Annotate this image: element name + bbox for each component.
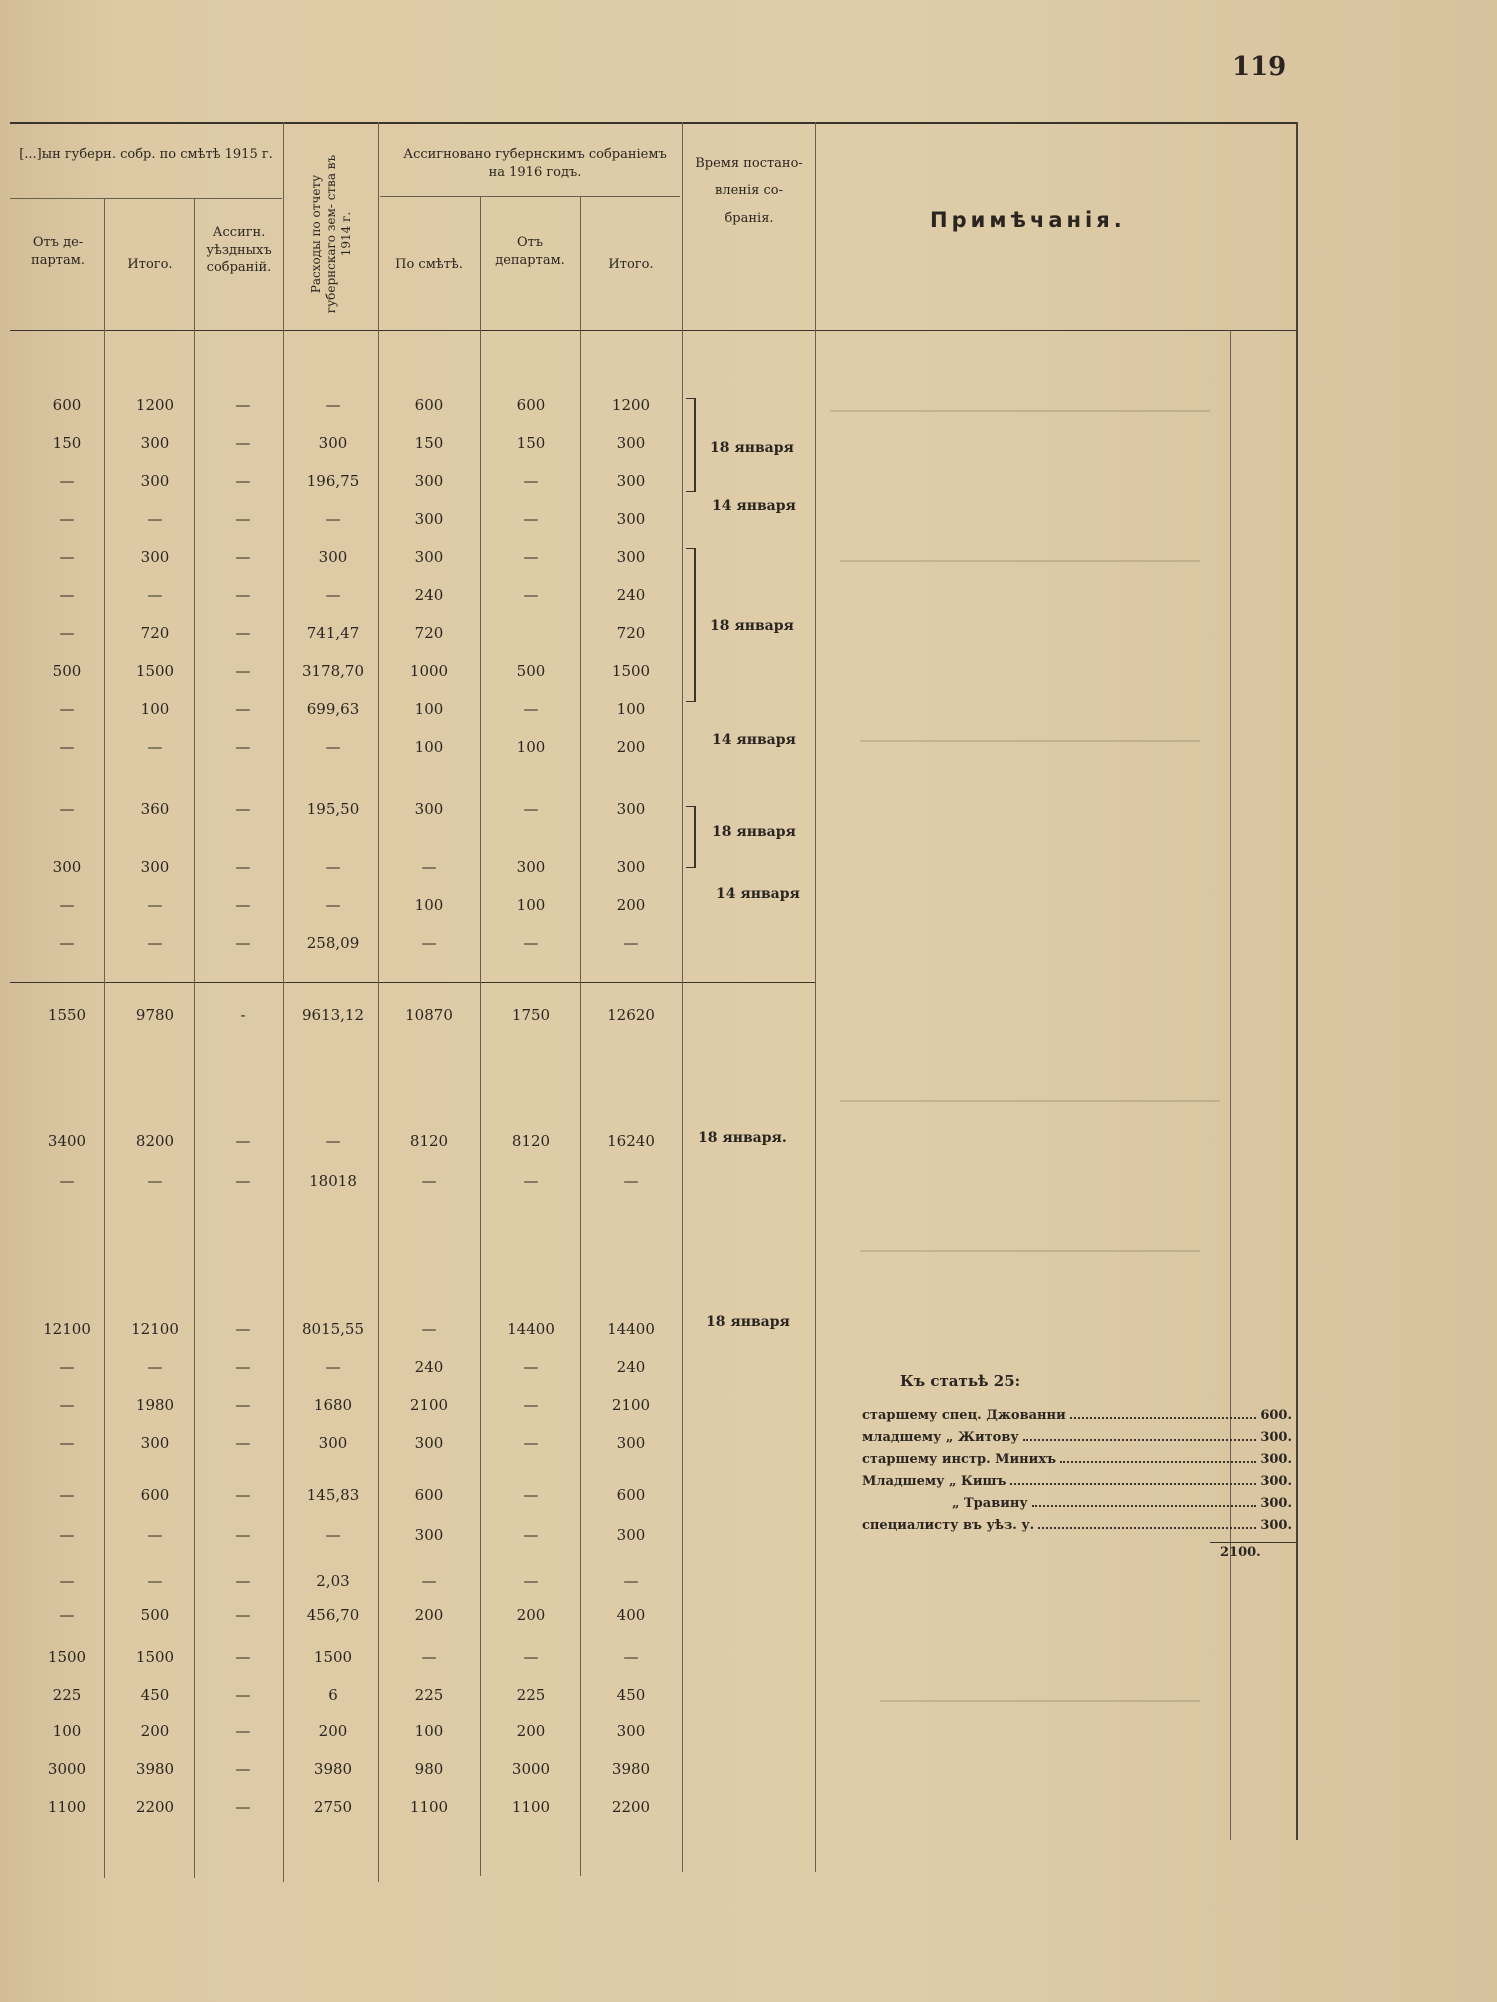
table-cell: — xyxy=(235,586,251,604)
table-cell: — xyxy=(59,738,75,756)
table-cell: 8120 xyxy=(409,1132,449,1150)
table-cell: 3000 xyxy=(47,1760,87,1778)
table-cell: 18018 xyxy=(309,1172,357,1190)
table-cell: — xyxy=(421,934,437,952)
table-cell: 100 xyxy=(414,896,444,914)
table-cell: 240 xyxy=(616,1358,646,1376)
table-cell: — xyxy=(235,896,251,914)
table-cell: 2100 xyxy=(611,1396,651,1414)
table-cell: 195,50 xyxy=(306,800,360,818)
table-cell: 300 xyxy=(140,548,170,566)
header-vremya: Время постано- вленія со- бранія. xyxy=(695,156,803,226)
table-cell: 12620 xyxy=(607,1006,655,1024)
date-label: 14 января xyxy=(712,498,796,514)
header-po-smete: По смѣтѣ. xyxy=(395,257,463,272)
table-cell: — xyxy=(235,1172,251,1190)
table-cell: — xyxy=(523,1486,539,1504)
table-cell: 300 xyxy=(616,1526,646,1544)
table-cell: 100 xyxy=(140,700,170,718)
table-cell: — xyxy=(523,472,539,490)
table-cell: 150 xyxy=(516,434,546,452)
section-rule xyxy=(10,982,815,983)
table-cell: — xyxy=(421,1172,437,1190)
table-cell: — xyxy=(235,738,251,756)
table-cell: 600 xyxy=(616,1486,646,1504)
page-number: 119 xyxy=(1232,52,1287,82)
table-cell: 300 xyxy=(318,548,348,566)
note-label: Младшему „ Кишъ xyxy=(862,1474,1007,1489)
table-cell: 200 xyxy=(516,1722,546,1740)
table-cell: 14400 xyxy=(507,1320,555,1338)
table-cell: 300 xyxy=(616,1434,646,1452)
note-value: 300. xyxy=(1260,1474,1292,1489)
table-cell: 100 xyxy=(414,738,444,756)
table-cell: — xyxy=(623,1648,639,1666)
table-cell: - xyxy=(240,1006,246,1024)
table-cell: — xyxy=(325,858,341,876)
table-cell: — xyxy=(235,548,251,566)
group2-underline xyxy=(380,196,680,197)
table-cell: 1550 xyxy=(47,1006,87,1024)
bleed-through xyxy=(860,1250,1200,1252)
table-cell: — xyxy=(325,396,341,414)
table-cell: — xyxy=(147,1572,163,1590)
table-cell: — xyxy=(59,624,75,642)
bleed-through xyxy=(840,1100,1220,1102)
table-cell: 720 xyxy=(140,624,170,642)
table-cell: 240 xyxy=(414,586,444,604)
table-cell: — xyxy=(623,1172,639,1190)
table-cell: 2200 xyxy=(135,1798,175,1816)
table-cell: 741,47 xyxy=(306,624,360,642)
table-cell: 200 xyxy=(414,1606,444,1624)
table-cell: — xyxy=(623,1572,639,1590)
table-cell: — xyxy=(59,472,75,490)
table-cell: — xyxy=(147,934,163,952)
table-cell: 1000 xyxy=(409,662,449,680)
table-cell: — xyxy=(147,1526,163,1544)
table-cell: — xyxy=(325,896,341,914)
table-cell: — xyxy=(59,1572,75,1590)
table-cell: 400 xyxy=(616,1606,646,1624)
table-cell: 14400 xyxy=(607,1320,655,1338)
table-cell: — xyxy=(235,1434,251,1452)
note-value: 300. xyxy=(1260,1430,1292,1445)
note-total-rule xyxy=(1210,1542,1296,1543)
table-cell: 500 xyxy=(52,662,82,680)
table-cell: 600 xyxy=(52,396,82,414)
table-cell: — xyxy=(523,1358,539,1376)
table-cell: — xyxy=(421,1648,437,1666)
date-label: 18 января. xyxy=(698,1130,787,1146)
table-cell: 300 xyxy=(318,434,348,452)
table-cell: 100 xyxy=(516,896,546,914)
table-cell: 200 xyxy=(616,896,646,914)
col-line-4 xyxy=(378,122,379,1882)
table-cell: 300 xyxy=(616,548,646,566)
table-cell: 1980 xyxy=(135,1396,175,1414)
table-cell: 3178,70 xyxy=(301,662,365,680)
table-cell: 300 xyxy=(414,510,444,528)
note-total: 2100. xyxy=(1220,1545,1261,1560)
table-cell: 300 xyxy=(52,858,82,876)
table-cell: 300 xyxy=(616,858,646,876)
table-cell: 300 xyxy=(140,1434,170,1452)
table-cell: 1500 xyxy=(313,1648,353,1666)
note-value: 300. xyxy=(1260,1452,1292,1467)
group1-underline xyxy=(10,198,282,199)
date-label: 18 января xyxy=(710,440,794,456)
table-cell: 300 xyxy=(616,434,646,452)
col-line-6 xyxy=(580,196,581,1876)
table-right-border xyxy=(1296,122,1298,1840)
table-cell: — xyxy=(235,800,251,818)
table-cell: 6 xyxy=(328,1686,338,1704)
table-cell: — xyxy=(235,434,251,452)
table-cell: — xyxy=(421,1572,437,1590)
brace xyxy=(686,806,696,868)
header-group2: Ассигновано губернскимъ собраніемъ на 1916 годъ. xyxy=(403,147,667,180)
table-cell: — xyxy=(147,1172,163,1190)
table-cell: — xyxy=(235,1572,251,1590)
table-cell: — xyxy=(59,1358,75,1376)
table-cell: 300 xyxy=(140,472,170,490)
table-cell: — xyxy=(59,1486,75,1504)
table-cell: 2100 xyxy=(409,1396,449,1414)
table-cell: 1500 xyxy=(135,662,175,680)
table-cell: 9613,12 xyxy=(301,1006,365,1024)
table-cell: 8200 xyxy=(135,1132,175,1150)
table-cell: — xyxy=(523,1434,539,1452)
table-cell: 1200 xyxy=(611,396,651,414)
table-cell: 150 xyxy=(414,434,444,452)
table-cell: 360 xyxy=(140,800,170,818)
table-cell: 2,03 xyxy=(316,1572,350,1590)
note-row xyxy=(862,1430,1292,1445)
table-cell: 10870 xyxy=(405,1006,453,1024)
table-cell: — xyxy=(59,1172,75,1190)
table-cell: — xyxy=(59,800,75,818)
note-value: 300. xyxy=(1260,1518,1292,1533)
header-ot-departam2: Отъ департам. xyxy=(495,235,565,268)
table-cell: — xyxy=(59,896,75,914)
table-cell: — xyxy=(523,1526,539,1544)
table-cell: 3980 xyxy=(611,1760,651,1778)
table-cell: 600 xyxy=(140,1486,170,1504)
table-cell: 300 xyxy=(616,1722,646,1740)
table-cell: 1200 xyxy=(135,396,175,414)
table-cell: — xyxy=(523,586,539,604)
table-cell: 196,75 xyxy=(306,472,360,490)
table-cell: — xyxy=(523,934,539,952)
table-cell: 200 xyxy=(318,1722,348,1740)
table-cell: 100 xyxy=(616,700,646,718)
table-cell: — xyxy=(59,934,75,952)
note-row xyxy=(862,1474,1292,1489)
table-cell: — xyxy=(623,934,639,952)
table-cell: — xyxy=(147,1358,163,1376)
table-cell: — xyxy=(325,586,341,604)
header-primechaniya: Примѣчанія. xyxy=(930,208,1126,232)
table-cell: 240 xyxy=(616,586,646,604)
note-label: старшему спец. Джованни xyxy=(862,1408,1066,1423)
table-cell: — xyxy=(59,510,75,528)
table-cell: — xyxy=(235,396,251,414)
table-cell: 1100 xyxy=(409,1798,449,1816)
table-cell: 150 xyxy=(52,434,82,452)
table-cell: — xyxy=(325,738,341,756)
table-cell: 1500 xyxy=(47,1648,87,1666)
table-cell: 100 xyxy=(414,1722,444,1740)
table-cell: — xyxy=(235,1358,251,1376)
date-label: 18 января xyxy=(710,618,794,634)
table-cell: 8015,55 xyxy=(301,1320,365,1338)
table-cell: 300 xyxy=(140,858,170,876)
table-cell: 3400 xyxy=(47,1132,87,1150)
table-cell: 300 xyxy=(414,548,444,566)
table-cell: — xyxy=(59,548,75,566)
brace xyxy=(686,548,696,702)
table-cell: — xyxy=(235,472,251,490)
table-cell: 600 xyxy=(516,396,546,414)
table-cell: 1500 xyxy=(135,1648,175,1666)
date-label: 18 января xyxy=(712,824,796,840)
table-cell: 720 xyxy=(616,624,646,642)
table-cell: 200 xyxy=(140,1722,170,1740)
table-cell: — xyxy=(147,738,163,756)
table-cell: — xyxy=(235,1722,251,1740)
table-cell: 100 xyxy=(52,1722,82,1740)
table-cell: — xyxy=(235,1486,251,1504)
table-cell: 300 xyxy=(616,800,646,818)
table-cell: — xyxy=(523,1648,539,1666)
table-top-rule xyxy=(10,122,1296,124)
table-cell: 300 xyxy=(414,1526,444,1544)
table-cell: 300 xyxy=(616,510,646,528)
table-cell: 225 xyxy=(52,1686,82,1704)
header-bottom-rule xyxy=(10,330,1296,331)
table-cell: 1100 xyxy=(47,1798,87,1816)
table-cell: 699,63 xyxy=(306,700,360,718)
col-line-7 xyxy=(682,122,683,1872)
table-cell: 1750 xyxy=(511,1006,551,1024)
table-cell: 3980 xyxy=(313,1760,353,1778)
table-cell: 1100 xyxy=(511,1798,551,1816)
table-cell: — xyxy=(59,700,75,718)
table-cell: — xyxy=(523,700,539,718)
table-cell: 456,70 xyxy=(306,1606,360,1624)
table-cell: — xyxy=(59,1396,75,1414)
table-cell: 200 xyxy=(616,738,646,756)
note-row xyxy=(862,1408,1292,1423)
table-cell: 1680 xyxy=(313,1396,353,1414)
table-cell: — xyxy=(325,1132,341,1150)
table-cell: — xyxy=(523,548,539,566)
table-cell: — xyxy=(421,858,437,876)
header-ot-departam: Отъ де- партам. xyxy=(31,235,85,268)
table-cell: 2750 xyxy=(313,1798,353,1816)
table-cell: 3980 xyxy=(135,1760,175,1778)
col-line-8 xyxy=(815,122,816,1872)
table-cell: 450 xyxy=(140,1686,170,1704)
table-cell: — xyxy=(523,1172,539,1190)
table-cell: — xyxy=(59,586,75,604)
date-label: 14 января xyxy=(712,732,796,748)
table-cell: — xyxy=(147,586,163,604)
note-label: младшему „ Житову xyxy=(862,1430,1019,1445)
table-cell: — xyxy=(235,1320,251,1338)
table-cell: — xyxy=(59,1606,75,1624)
note-title: Къ статьѣ 25: xyxy=(900,1372,1021,1390)
table-cell: 600 xyxy=(414,396,444,414)
table-cell: 450 xyxy=(616,1686,646,1704)
date-label: 18 января xyxy=(706,1314,790,1330)
table-cell: 8120 xyxy=(511,1132,551,1150)
table-cell: — xyxy=(147,896,163,914)
table-cell: 500 xyxy=(516,662,546,680)
table-cell: — xyxy=(325,510,341,528)
table-cell: — xyxy=(235,858,251,876)
table-cell: — xyxy=(147,510,163,528)
table-cell: 600 xyxy=(414,1486,444,1504)
table-cell: — xyxy=(235,1686,251,1704)
note-label: старшему инстр. Минихъ xyxy=(862,1452,1057,1467)
table-cell: — xyxy=(59,1526,75,1544)
table-cell: — xyxy=(523,800,539,818)
note-value: 300. xyxy=(1260,1496,1292,1511)
table-cell: — xyxy=(523,510,539,528)
bleed-through xyxy=(830,410,1210,412)
note-row xyxy=(862,1518,1292,1533)
header-group1: [...]ын губерн. собр. по смѣтѣ 1915 г. xyxy=(19,147,273,162)
bleed-through xyxy=(840,560,1200,562)
table-cell: 2200 xyxy=(611,1798,651,1816)
table-cell: — xyxy=(235,624,251,642)
table-cell: — xyxy=(235,700,251,718)
table-cell: — xyxy=(325,1358,341,1376)
table-cell: 3000 xyxy=(511,1760,551,1778)
table-cell: 100 xyxy=(414,700,444,718)
table-cell: — xyxy=(235,662,251,680)
table-cell: — xyxy=(235,1648,251,1666)
table-cell: 720 xyxy=(414,624,444,642)
table-cell: 240 xyxy=(414,1358,444,1376)
table-cell: 300 xyxy=(414,1434,444,1452)
table-cell: 12100 xyxy=(131,1320,179,1338)
col-line-5 xyxy=(480,196,481,1876)
table-cell: — xyxy=(325,1526,341,1544)
bleed-through xyxy=(880,1700,1200,1702)
table-cell: — xyxy=(523,1572,539,1590)
table-cell: 225 xyxy=(414,1686,444,1704)
col-line-9 xyxy=(1230,330,1231,1840)
table-cell: 500 xyxy=(140,1606,170,1624)
table-cell: 300 xyxy=(140,434,170,452)
table-cell: 12100 xyxy=(43,1320,91,1338)
table-cell: — xyxy=(421,1320,437,1338)
table-cell: — xyxy=(235,1760,251,1778)
table-cell: 9780 xyxy=(135,1006,175,1024)
note-row xyxy=(862,1452,1292,1467)
note-value: 600. xyxy=(1260,1408,1292,1423)
header-itogo2: Итого. xyxy=(608,257,654,272)
table-cell: 100 xyxy=(516,738,546,756)
table-cell: — xyxy=(235,1606,251,1624)
note-label: специалисту въ уѣз. у. xyxy=(862,1518,1035,1533)
table-cell: — xyxy=(235,1132,251,1150)
header-rashody: Расходы по отчету губернскаго зем- ства въ 1914 г. xyxy=(309,154,353,314)
table-cell: 145,83 xyxy=(306,1486,360,1504)
table-cell: 300 xyxy=(414,800,444,818)
table-cell: 258,09 xyxy=(306,934,360,952)
table-cell: 300 xyxy=(318,1434,348,1452)
note-label: „ Травину xyxy=(952,1496,1028,1511)
date-label: 14 января xyxy=(716,886,800,902)
table-cell: — xyxy=(235,934,251,952)
table-cell: 16240 xyxy=(607,1132,655,1150)
table-cell: 300 xyxy=(516,858,546,876)
table-cell: 1500 xyxy=(611,662,651,680)
table-cell: — xyxy=(235,1798,251,1816)
header-itogo: Итого. xyxy=(127,257,173,272)
table-cell: — xyxy=(235,1526,251,1544)
table-cell: — xyxy=(235,510,251,528)
table-cell: — xyxy=(59,1434,75,1452)
table-cell: 225 xyxy=(516,1686,546,1704)
table-cell: 300 xyxy=(616,472,646,490)
note-row xyxy=(862,1496,1292,1511)
table-cell: — xyxy=(523,1396,539,1414)
header-assign-uezd: Ассигн. уѣздныхъ собраній. xyxy=(206,225,272,276)
table-cell: 200 xyxy=(516,1606,546,1624)
table-cell: 300 xyxy=(414,472,444,490)
table-cell: 980 xyxy=(414,1760,444,1778)
table-cell: — xyxy=(235,1396,251,1414)
bleed-through xyxy=(860,740,1200,742)
brace xyxy=(686,398,696,492)
